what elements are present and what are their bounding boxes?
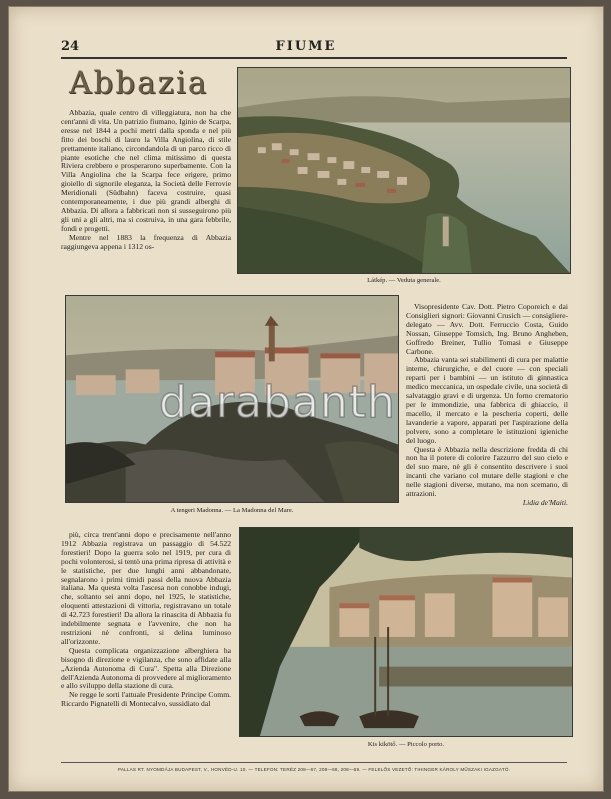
magazine-page — [8, 6, 604, 792]
page-number: 24 — [61, 39, 80, 54]
article-column-1 — [61, 109, 231, 279]
paragraph: Ne regge le sorti l'attuale Presidente Principe Comm. Riccardo Pignatelli di Montecalvo, sussidiato dal — [61, 690, 231, 709]
caption-madonna-del-mare: A tengeri Madonna. — La Madonna del Mare. — [170, 507, 294, 514]
printer-footer: PALLAS RT. NYOMDÁJA BUDAPEST, V., HONVÉD-U. 10. — TELEFON: TERÉZ 208—67, 208—68, 208—69. — FELELŐS VEZETŐ: TIHINGER KÁROLY MŰSZAKI IGAZGATÓ. — [117, 767, 511, 772]
photo-small-harbour — [239, 527, 573, 737]
paragraph: Questa complicata organizzazione alberghiera ha bisogno di direzione e vigilanza, che sono affidate alla „Azienda Autonoma di Cura". Spetta alla Direzione dell'Azienda Autonoma di provvedere al miglioramento e allo sviluppo della stazione di cura. — [61, 645, 231, 691]
paragraph: Abbazia, quale centro di villeggiatura, non ha che cent'anni di vita. Un patrizio fiumano, Iginio de Scarpa, eresse nel 1844 a pochi metri dalla sponda e nel più fitto dei boschi di lauro la Villa Angiolina, di stile prettamente italiano, circondandola di un parco ricco di piante esotiche che nel clima mitissimo di questa Riviera crebbero e prosperarono superbamente. Con la Villa Angiolina che la Scarpa fece erigere, primo gioiello di signorile eleganza, la Società delle Ferrovie Meridionali (Südbahn) faceva costruire, quasi contemporaneamente, i due più grandi alberghi di Abbazia. Di allora a fabbricati non si susseguirono più gli uni a gli altri, ma si costruiva, in una gara febbrile, fondi e progetti. — [61, 108, 231, 233]
paragraph: Visopresidente Cav. Dott. Pietro Coporeich e dai Consiglieri signori: Giovanni Crusich — consigliere-delegato — Avv. Dott. Ferruccio Costa, Guido Nossan, Giuseppe Tomsich, Ing. Bruno Angheben, Goffredo Breiner, Tullio Tomasi e Giuseppe Carbone. — [406, 302, 568, 356]
article-title: Abbazia — [69, 65, 209, 101]
article-column-3 — [61, 531, 231, 754]
paragraph: Mentre nel 1883 la frequenza di Abbazia raggiungeva appena i 1312 os- — [61, 232, 231, 251]
magazine-title: FIUME — [275, 39, 337, 54]
paragraph: più, circa trent'anni dopo e precisamente nell'anno 1912 Abbazia registrava un passaggio di 54.522 forestieri! Dopo la guerra solo nel 1919, per cura di pochi volonterosi, si tentò una prima ripresa di attività e le statistiche, per due lunghi anni abbandonate, segnalarono i primi timidi passi della nuova Abbazia italiana. Ma questa volta l'ascesa non conobbe indugi, che, soltanto sei anni dopo, nel 1925, le statistiche, eloquenti attestazioni di vittoria, registravano un totale di 42.723 forestieri! Da allora la rinascita di Abbazia fu indebilmente segnata e l'avvenire, che non ha restrizioni nè confronti, si delina luminoso all'orizzonte. — [61, 530, 231, 646]
author-signature: Lidia de'Maiti. — [522, 497, 568, 507]
paragraph: Questa è Abbazia nella descrizione fredda di chi non ha il potere di colorire l'azzurro del suo cielo e del suo mare, nè gli è consentito descrivere i suoi incanti che variano col mutare delle stagioni e che nelle stagioni diverse, mutano, ma non scemano, di attrazioni. — [406, 444, 568, 499]
photo-general-view — [237, 67, 571, 274]
paragraph: Abbazia vanta sei stabilimenti di cura per malattie interne, chirurgiche, e del cuore — con speciali reparti per i bambini — un istituto di ginnastica medico meccanica, un ospedale civile, una società di salvataggio gravi e di urgenza. Un forno crematorio per le immondizie, una fabbrica di ghiaccio, il macello, il mercato e la pescheria coperti, delle lavanderie a vapore, apparati per l'aspirazione della polvere, sono a completare le istituzioni igieniche del luogo. — [406, 355, 568, 445]
caption-general-view: Látkép. — Veduta generale. — [367, 277, 441, 284]
article-column-2 — [406, 303, 568, 523]
caption-small-harbour: Kis kikötő. — Piccolo porto. — [367, 741, 445, 748]
header-rule — [61, 57, 567, 59]
footer-rule — [61, 762, 567, 763]
watermark: darabanth — [159, 377, 396, 428]
